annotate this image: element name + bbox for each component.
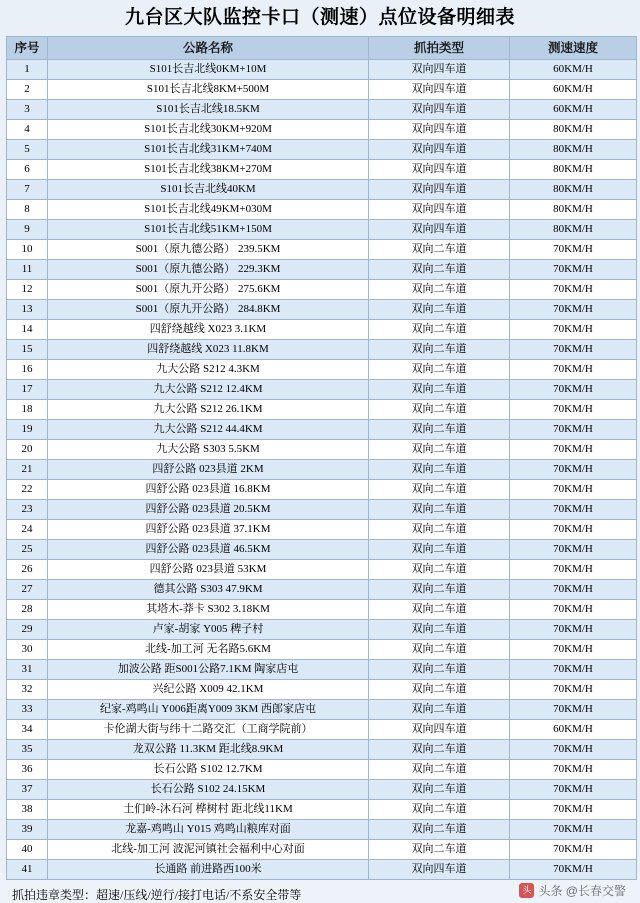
cell-capture-type: 双向四车道: [369, 119, 510, 139]
table-row: [7, 519, 637, 539]
cell-speed-limit: 80KM/H: [510, 119, 637, 139]
cell-capture-type: 双向二车道: [369, 839, 510, 859]
cell-road-name: 长通路 前进路西100米: [48, 859, 369, 879]
cell-capture-type: 双向二车道: [369, 639, 510, 659]
cell-capture-type: 双向二车道: [369, 479, 510, 499]
cell-speed-limit: 70KM/H: [510, 679, 637, 699]
cell-speed-limit: 70KM/H: [510, 779, 637, 799]
cell-road-name: 九大公路 S212 26.1KM: [48, 399, 369, 419]
cell-capture-type: 双向二车道: [369, 379, 510, 399]
cell-index: 37: [7, 779, 48, 799]
toutiao-logo-icon: 头: [519, 883, 534, 898]
cell-road-name: S001（原九德公路） 239.5KM: [48, 239, 369, 259]
cell-capture-type: 双向二车道: [369, 319, 510, 339]
cell-capture-type: 双向二车道: [369, 519, 510, 539]
table-row: [7, 759, 637, 779]
cell-index: 38: [7, 799, 48, 819]
cell-road-name: S101长吉北线38KM+270M: [48, 159, 369, 179]
table-row: [7, 599, 637, 619]
footer-note-container: [6, 880, 634, 903]
cell-speed-limit: 70KM/H: [510, 739, 637, 759]
cell-capture-type: 双向四车道: [369, 859, 510, 879]
cell-speed-limit: 70KM/H: [510, 359, 637, 379]
cell-road-name: S101长吉北线0KM+10M: [48, 59, 369, 79]
cell-index: 14: [7, 319, 48, 339]
cell-index: 21: [7, 459, 48, 479]
cell-capture-type: 双向二车道: [369, 599, 510, 619]
checkpoint-table: [6, 36, 637, 880]
page-title: 九台区大队监控卡口（测速）点位设备明细表: [124, 7, 515, 28]
table-row: [7, 379, 637, 399]
cell-speed-limit: 70KM/H: [510, 859, 637, 879]
cell-road-name: S101长吉北线49KM+030M: [48, 199, 369, 219]
cell-index: 33: [7, 699, 48, 719]
cell-capture-type: 双向二车道: [369, 739, 510, 759]
table-row: [7, 679, 637, 699]
cell-road-name: S101长吉北线31KM+740M: [48, 139, 369, 159]
table-row: [7, 719, 637, 739]
cell-road-name: 德其公路 S303 47.9KM: [48, 579, 369, 599]
cell-capture-type: 双向四车道: [369, 139, 510, 159]
table-row: [7, 99, 637, 119]
cell-capture-type: 双向二车道: [369, 499, 510, 519]
cell-capture-type: 双向二车道: [369, 559, 510, 579]
table-row: [7, 319, 637, 339]
cell-capture-type: 双向四车道: [369, 159, 510, 179]
cell-index: 30: [7, 639, 48, 659]
cell-capture-type: 双向二车道: [369, 239, 510, 259]
cell-road-name: 龙双公路 11.3KM 距北线8.9KM: [48, 739, 369, 759]
cell-capture-type: 双向四车道: [369, 179, 510, 199]
cell-index: 34: [7, 719, 48, 739]
cell-capture-type: 双向二车道: [369, 439, 510, 459]
table-row: [7, 439, 637, 459]
table-row: [7, 299, 637, 319]
cell-index: 1: [7, 59, 48, 79]
table-row: [7, 739, 637, 759]
cell-capture-type: 双向四车道: [369, 719, 510, 739]
watermark: [519, 882, 626, 899]
cell-index: 4: [7, 119, 48, 139]
cell-index: 20: [7, 439, 48, 459]
table-row: [7, 539, 637, 559]
cell-road-name: 卢家-胡家 Y005 稗子村: [48, 619, 369, 639]
cell-capture-type: 双向四车道: [369, 99, 510, 119]
cell-index: 40: [7, 839, 48, 859]
cell-road-name: S101长吉北线51KM+150M: [48, 219, 369, 239]
cell-speed-limit: 70KM/H: [510, 379, 637, 399]
column-header-road-name: 公路名称: [48, 36, 369, 59]
cell-road-name: 长石公路 S102 12.7KM: [48, 759, 369, 779]
cell-road-name: 四舒公路 023县道 16.8KM: [48, 479, 369, 499]
column-header-index: 序号: [7, 36, 48, 59]
cell-road-name: 北线-加工河 无名路5.6KM: [48, 639, 369, 659]
cell-index: 6: [7, 159, 48, 179]
cell-index: 28: [7, 599, 48, 619]
cell-index: 32: [7, 679, 48, 699]
cell-speed-limit: 70KM/H: [510, 819, 637, 839]
cell-speed-limit: 70KM/H: [510, 839, 637, 859]
cell-speed-limit: 70KM/H: [510, 439, 637, 459]
table-body: [7, 59, 637, 879]
cell-road-name: 四舒公路 023县道 2KM: [48, 459, 369, 479]
table-row: [7, 459, 637, 479]
cell-road-name: S101长吉北线40KM: [48, 179, 369, 199]
cell-index: 10: [7, 239, 48, 259]
cell-speed-limit: 70KM/H: [510, 579, 637, 599]
cell-speed-limit: 70KM/H: [510, 559, 637, 579]
cell-speed-limit: 60KM/H: [510, 719, 637, 739]
cell-index: 3: [7, 99, 48, 119]
cell-road-name: 北线-加工河 波泥河镇社会福利中心对面: [48, 839, 369, 859]
cell-index: 24: [7, 519, 48, 539]
cell-index: 19: [7, 419, 48, 439]
cell-index: 9: [7, 219, 48, 239]
cell-speed-limit: 70KM/H: [510, 299, 637, 319]
table-row: [7, 199, 637, 219]
table-row: [7, 219, 637, 239]
cell-speed-limit: 80KM/H: [510, 139, 637, 159]
cell-index: 39: [7, 819, 48, 839]
cell-speed-limit: 70KM/H: [510, 639, 637, 659]
table-row: [7, 179, 637, 199]
cell-speed-limit: 70KM/H: [510, 539, 637, 559]
cell-capture-type: 双向四车道: [369, 59, 510, 79]
cell-index: 26: [7, 559, 48, 579]
table-row: [7, 659, 637, 679]
cell-road-name: 加波公路 距S001公路7.1KM 陶家店屯: [48, 659, 369, 679]
cell-index: 15: [7, 339, 48, 359]
cell-speed-limit: 70KM/H: [510, 259, 637, 279]
table-row: [7, 839, 637, 859]
cell-index: 27: [7, 579, 48, 599]
table-row: [7, 479, 637, 499]
cell-speed-limit: 60KM/H: [510, 99, 637, 119]
cell-speed-limit: 70KM/H: [510, 459, 637, 479]
cell-speed-limit: 70KM/H: [510, 799, 637, 819]
cell-speed-limit: 70KM/H: [510, 499, 637, 519]
cell-capture-type: 双向二车道: [369, 799, 510, 819]
cell-index: 17: [7, 379, 48, 399]
table-row: [7, 399, 637, 419]
cell-index: 36: [7, 759, 48, 779]
cell-speed-limit: 70KM/H: [510, 479, 637, 499]
cell-speed-limit: 70KM/H: [510, 239, 637, 259]
cell-capture-type: 双向二车道: [369, 679, 510, 699]
cell-capture-type: 双向二车道: [369, 779, 510, 799]
cell-road-name: S101长吉北线30KM+920M: [48, 119, 369, 139]
cell-index: 12: [7, 279, 48, 299]
cell-road-name: 纪家-鸡鸣山 Y006距离Y009 3KM 西郎家店屯: [48, 699, 369, 719]
cell-speed-limit: 70KM/H: [510, 399, 637, 419]
cell-index: 41: [7, 859, 48, 879]
table-row: [7, 579, 637, 599]
cell-index: 23: [7, 499, 48, 519]
table-row: [7, 639, 637, 659]
cell-road-name: 其塔木-莽卡 S302 3.18KM: [48, 599, 369, 619]
cell-speed-limit: 70KM/H: [510, 659, 637, 679]
table-row: [7, 59, 637, 79]
cell-capture-type: 双向四车道: [369, 199, 510, 219]
cell-road-name: 四舒绕越线 X023 11.8KM: [48, 339, 369, 359]
table-row: [7, 279, 637, 299]
cell-capture-type: 双向二车道: [369, 339, 510, 359]
cell-capture-type: 双向二车道: [369, 759, 510, 779]
cell-speed-limit: 80KM/H: [510, 179, 637, 199]
cell-capture-type: 双向二车道: [369, 279, 510, 299]
cell-road-name: S001（原九开公路） 284.8KM: [48, 299, 369, 319]
cell-index: 16: [7, 359, 48, 379]
cell-index: 29: [7, 619, 48, 639]
table-row: [7, 499, 637, 519]
table-header-row: [7, 36, 637, 59]
cell-road-name: S101长吉北线8KM+500M: [48, 79, 369, 99]
table-row: [7, 419, 637, 439]
table-row: [7, 859, 637, 879]
cell-road-name: 九大公路 S212 12.4KM: [48, 379, 369, 399]
cell-speed-limit: 70KM/H: [510, 319, 637, 339]
cell-index: 2: [7, 79, 48, 99]
table-row: [7, 239, 637, 259]
cell-capture-type: 双向四车道: [369, 79, 510, 99]
cell-speed-limit: 70KM/H: [510, 619, 637, 639]
table-row: [7, 259, 637, 279]
cell-road-name: 九大公路 S303 5.5KM: [48, 439, 369, 459]
cell-capture-type: 双向四车道: [369, 219, 510, 239]
cell-capture-type: 双向二车道: [369, 579, 510, 599]
table-row: [7, 559, 637, 579]
table-row: [7, 119, 637, 139]
table-row: [7, 79, 637, 99]
cell-speed-limit: 80KM/H: [510, 199, 637, 219]
cell-speed-limit: 70KM/H: [510, 419, 637, 439]
table-row: [7, 819, 637, 839]
column-header-capture-type: 抓拍类型: [369, 36, 510, 59]
cell-capture-type: 双向二车道: [369, 399, 510, 419]
table-row: [7, 699, 637, 719]
cell-speed-limit: 70KM/H: [510, 599, 637, 619]
cell-speed-limit: 80KM/H: [510, 219, 637, 239]
cell-road-name: 土们岭-沐石河 桦树村 距北线11KM: [48, 799, 369, 819]
cell-index: 7: [7, 179, 48, 199]
cell-index: 35: [7, 739, 48, 759]
cell-road-name: 九大公路 S212 44.4KM: [48, 419, 369, 439]
footer-note: 抓拍违章类型：超速/压线/逆行/接打电话/不系安全带等: [12, 887, 302, 902]
cell-road-name: 四舒公路 023县道 53KM: [48, 559, 369, 579]
table-row: [7, 139, 637, 159]
cell-road-name: 兴纪公路 X009 42.1KM: [48, 679, 369, 699]
cell-speed-limit: 70KM/H: [510, 519, 637, 539]
cell-capture-type: 双向二车道: [369, 619, 510, 639]
table-row: [7, 339, 637, 359]
cell-road-name: S101长吉北线18.5KM: [48, 99, 369, 119]
cell-capture-type: 双向二车道: [369, 539, 510, 559]
cell-speed-limit: 70KM/H: [510, 279, 637, 299]
cell-road-name: 卡伦湖大街与纬十二路交汇（工商学院前）: [48, 719, 369, 739]
cell-road-name: 长石公路 S102 24.15KM: [48, 779, 369, 799]
cell-capture-type: 双向二车道: [369, 699, 510, 719]
table-row: [7, 799, 637, 819]
cell-index: 31: [7, 659, 48, 679]
cell-capture-type: 双向二车道: [369, 659, 510, 679]
cell-index: 13: [7, 299, 48, 319]
cell-speed-limit: 80KM/H: [510, 159, 637, 179]
table-row: [7, 619, 637, 639]
cell-road-name: 四舒公路 023县道 20.5KM: [48, 499, 369, 519]
cell-capture-type: 双向二车道: [369, 419, 510, 439]
cell-index: 25: [7, 539, 48, 559]
cell-index: 22: [7, 479, 48, 499]
table-row: [7, 359, 637, 379]
cell-road-name: S001（原九开公路） 275.6KM: [48, 279, 369, 299]
watermark-text: 头条 @长春交警: [538, 883, 626, 898]
cell-speed-limit: 70KM/H: [510, 759, 637, 779]
cell-road-name: 四舒公路 023县道 37.1KM: [48, 519, 369, 539]
table-row: [7, 159, 637, 179]
cell-capture-type: 双向二车道: [369, 259, 510, 279]
cell-index: 5: [7, 139, 48, 159]
cell-road-name: 四舒公路 023县道 46.5KM: [48, 539, 369, 559]
table-row: [7, 779, 637, 799]
cell-road-name: S001（原九德公路） 229.3KM: [48, 259, 369, 279]
cell-speed-limit: 70KM/H: [510, 339, 637, 359]
cell-capture-type: 双向二车道: [369, 299, 510, 319]
cell-speed-limit: 60KM/H: [510, 59, 637, 79]
cell-road-name: 龙嘉-鸡鸣山 Y015 鸡鸣山粮库对面: [48, 819, 369, 839]
cell-speed-limit: 70KM/H: [510, 699, 637, 719]
cell-index: 8: [7, 199, 48, 219]
cell-index: 18: [7, 399, 48, 419]
cell-capture-type: 双向二车道: [369, 819, 510, 839]
cell-speed-limit: 60KM/H: [510, 79, 637, 99]
cell-capture-type: 双向二车道: [369, 359, 510, 379]
cell-index: 11: [7, 259, 48, 279]
cell-capture-type: 双向二车道: [369, 459, 510, 479]
column-header-speed-limit: 测速速度: [510, 36, 637, 59]
cell-road-name: 四舒绕越线 X023 3.1KM: [48, 319, 369, 339]
cell-road-name: 九大公路 S212 4.3KM: [48, 359, 369, 379]
